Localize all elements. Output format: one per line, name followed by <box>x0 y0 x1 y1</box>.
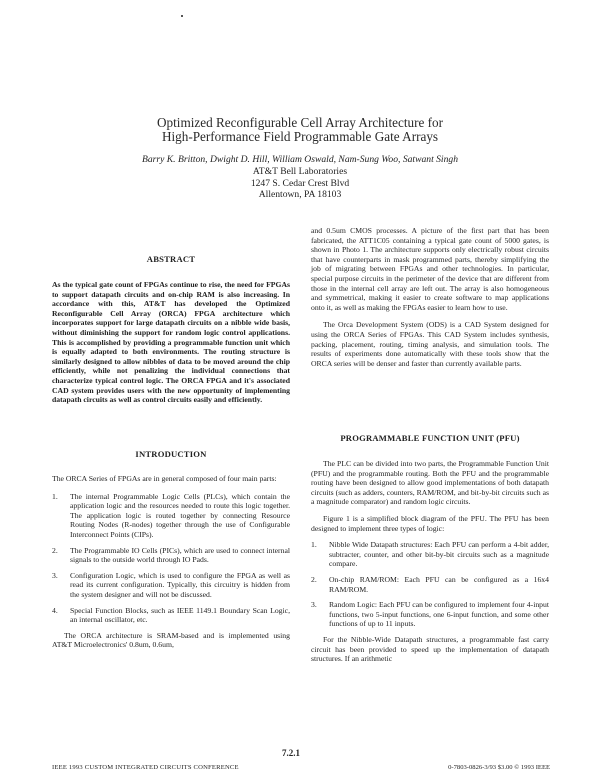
list-text: Random Logic: Each PFU can be configured to implement four 4-input functions, two 5-input functions, one 6-input function, and some other functions of up to 11 inputs. <box>329 600 549 629</box>
abstract-body <box>52 280 290 405</box>
list-text: Nibble Wide Datapath structures: Each PFU can perform a 4-bit adder, subtracter, counter, and other bit-by-bit circuits such as a magnitude compare. <box>329 540 549 569</box>
introduction-list <box>52 492 290 625</box>
list-number: 2. <box>52 545 58 555</box>
list-item <box>52 492 290 540</box>
list-item <box>311 575 549 594</box>
pfu-closing: For the Nibble-Wide Datapath structures, a programmable fast carry circuit has been provided to speed up the implementation of datapath structures. If an arithmetic <box>311 634 549 664</box>
author-list: Barry K. Britton, Dwight D. Hill, William Oswald, Nam-Sung Woo, Satwant Singh <box>142 154 458 165</box>
list-item <box>52 571 290 600</box>
list-text: Configuration Logic, which is used to configure the FPGA as well as read its current configuration. Typically, this circuitry is hidden from the system designer and will not be discussed. <box>70 570 290 599</box>
right-column-body <box>311 226 549 368</box>
affiliation-city: Allentown, PA 18103 <box>258 189 342 200</box>
list-number: 2. <box>311 574 317 584</box>
abstract-heading: ABSTRACT <box>146 254 196 264</box>
list-number: 1. <box>311 540 317 550</box>
pfu-para-1: The PLC can be divided into two parts, the Programmable Function Unit (PFU) and the programmable routing. Both the PFU and the programmable routing have been designed to allow good implementations of both datapath circuits (such as adders, counters, RAM/ROM, and bit-by-bit circuits such as a magnitude comparator) and random logic circuits. <box>311 459 549 507</box>
page-number: 7.2.1 <box>282 748 300 758</box>
pfu-body <box>311 459 549 664</box>
right-para-2: The Orca Development System (ODS) is a CAD System designed for using the ORCA Series of FPGAs. This CAD System includes synthesis, packing, placement, routing, timing analysis, and simulation tools. The results of experiments done automatically with these tools show that the ORCA series will be denser and faster than currently available parts. <box>311 320 549 368</box>
list-number: 4. <box>52 605 58 615</box>
footer-copyright: 0-7803-0826-3/93 $3.00 © 1993 IEEE <box>448 764 550 771</box>
affiliation <box>0 166 600 201</box>
affiliation-street: 1247 S. Cedar Crest Blvd <box>250 177 350 189</box>
right-para-1: and 0.5um CMOS processes. A picture of the first part that has been fabricated, the ATT1C05 containing a typical gate count of 5000 gates, is shown in Photo 1. The architecture supports only electrically robust circuits that have counterparts in mask programmed parts, thereby simplifying the job of migrating between FPGAs and other technologies. In particular, special purpose circuits in the perimeter of the device that are different from those in the internal cell array are left out. The array is also homogeneous and symmetrical, making it easier to create software to map applications onto it, as well as making the FPGAs easier to learn how to use. <box>311 226 549 312</box>
list-item <box>52 546 290 565</box>
pfu-para-2: Figure 1 is a simplified block diagram of the PFU. The PFU has been designed to implement three types of logic: <box>311 513 549 533</box>
list-number: 3. <box>311 600 317 610</box>
list-item <box>311 540 549 569</box>
list-text: On-chip RAM/ROM: Each PFU can be configured as a 16x4 RAM/ROM. <box>329 574 549 594</box>
introduction-body <box>52 474 290 650</box>
pfu-list <box>311 540 549 629</box>
title-line-2: High-Performance Field Programmable Gate Arrays <box>161 129 439 144</box>
list-text: Special Function Blocks, such as IEEE 1149.1 Boundary Scan Logic, an internal oscillator, etc. <box>70 605 290 625</box>
list-number: 3. <box>52 570 58 580</box>
affiliation-org: AT&T Bell Laboratories <box>252 166 348 177</box>
list-text: The Programmable IO Cells (PICs), which are used to connect internal signals to the outside world through IO Pads. <box>70 545 290 565</box>
list-text: The internal Programmable Logic Cells (PLCs), which contain the application logic and the resources needed to route this logic together. The application logic is routed together by connecting Resource Routing Nodes (R-nodes) together through the use of Configurable Interconnect Points (CIPs). <box>70 491 290 539</box>
list-item <box>52 606 290 625</box>
introduction-heading: INTRODUCTION <box>135 449 207 459</box>
introduction-intro: The ORCA Series of FPGAs are in general composed of four main parts: <box>52 474 277 483</box>
paper-title <box>0 116 600 144</box>
introduction-closing: The ORCA architecture is SRAM-based and is implemented using AT&T Microelectronics' 0.8um, 0.6um, <box>52 630 290 650</box>
pfu-heading: PROGRAMMABLE FUNCTION UNIT (PFU) <box>340 433 520 443</box>
title-line-1: Optimized Reconfigurable Cell Array Architecture for <box>157 115 443 130</box>
footer-conference: IEEE 1993 CUSTOM INTEGRATED CIRCUITS CONFERENCE <box>52 764 239 771</box>
list-number: 1. <box>52 491 58 501</box>
list-item <box>311 600 549 629</box>
abstract-text: As the typical gate count of FPGAs continue to rise, the need for FPGAs to support datapath circuits and on-chip RAM is also increasing. In accordance with this, AT&T has developed the Optimized Reconfigurable Cell Array (ORCA) FPGA architecture which incorporates support for large datapath circuits on a nibble wide basis, without diminishing the support for random logic control applications. This is accomplished by providing a programmable function unit which is equally adapted to both environments. The routing structure is similarly designed to allow nibbles of data to be moved around the chip efficiently, while not penalizing the individual connections that characterize typical control logic. The ORCA FPGA and it's associated CAD system provides users with the new opportunity of implementing datapath circuits as well as control circuits easily and efficiently. <box>52 280 290 405</box>
scan-speck <box>181 15 183 17</box>
